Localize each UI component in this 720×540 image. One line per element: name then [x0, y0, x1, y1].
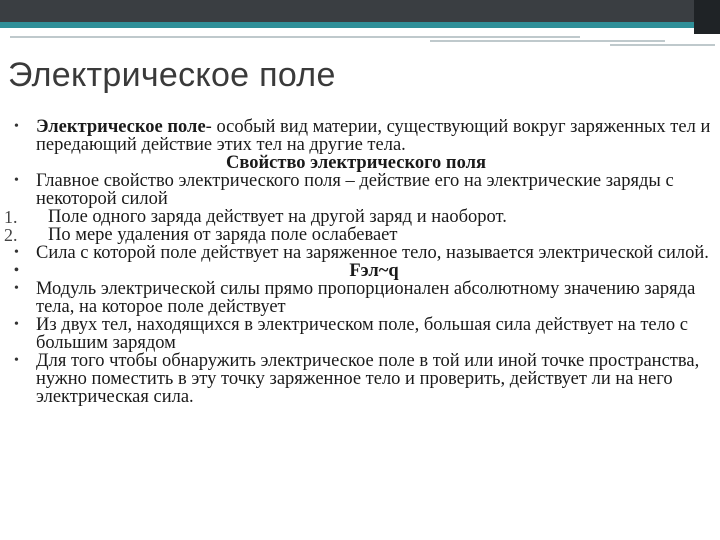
decorative-stripes	[0, 34, 720, 48]
bullet-icon: •	[14, 281, 19, 296]
formula: Fэл~q	[349, 261, 399, 281]
top-band	[0, 0, 720, 22]
bullet-icon: •	[14, 119, 19, 134]
term: Электрическое поле	[36, 117, 206, 137]
list-item	[0, 208, 718, 226]
item-text: Сила с которой поле действует на заряженное тело, называется электрической силой.	[36, 243, 709, 263]
slide-title: Электрическое поле	[8, 56, 336, 94]
list-item	[0, 118, 718, 154]
item-text: Модуль электрической силы прямо пропорционален абсолютному значению заряда тела, на которое поле действует	[36, 279, 696, 317]
item-text: Для того чтобы обнаружить электрическое поле в той или иной точке пространства, нужно поместить в эту точку заряженное тело и проверить, действует ли на него электрическая сила.	[36, 351, 700, 407]
bullet-icon: •	[14, 317, 19, 332]
section-heading: Свойство электрического поля	[226, 153, 486, 173]
item-number: 1.	[4, 207, 18, 227]
bullet-icon: •	[14, 245, 19, 260]
item-text: Поле одного заряда действует на другой заряд и наоборот.	[48, 207, 507, 227]
top-accent-stripe	[0, 22, 720, 28]
list-item	[0, 316, 718, 352]
item-number: 2.	[4, 225, 18, 245]
item-text: Из двух тел, находящихся в электрическом поле, большая сила действует на тело с большим зарядом	[36, 315, 688, 353]
list-item	[0, 172, 718, 208]
bullet-icon: •	[14, 173, 19, 188]
item-text: Главное свойство электрического поля – действие его на электрические заряды с некоторой силой	[36, 171, 674, 209]
bullet-icon: •	[14, 263, 19, 278]
list-item	[0, 244, 718, 262]
item-text: По мере удаления от заряда поле ослабевает	[48, 225, 398, 245]
list-item	[0, 262, 718, 280]
item-text: - особый вид материи, существующий вокруг заряженных тел и передающий действие этих тел на другие тела.	[36, 117, 711, 155]
list-item	[0, 352, 718, 406]
list-item	[0, 226, 718, 244]
bullet-icon: •	[14, 353, 19, 368]
list-item	[0, 280, 718, 316]
corner-accent	[694, 0, 720, 34]
slide-body	[0, 118, 718, 406]
